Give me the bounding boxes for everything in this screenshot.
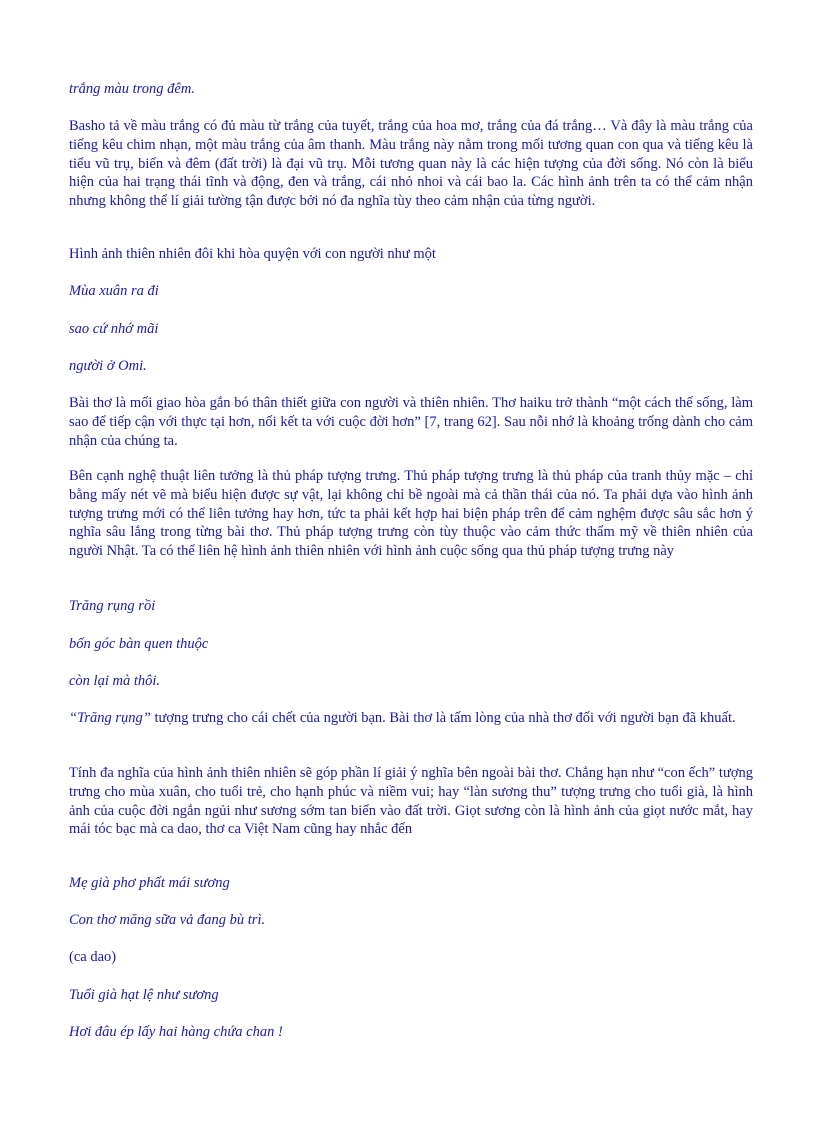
- body-paragraph: Bên cạnh nghệ thuật liên tưởng là thủ pháp tượng trưng. Thủ pháp tượng trưng là thủ pháp của tranh thủy mặc – chỉ bằng mấy nét vẽ mà biểu hiện được sự vật, lại không chỉ bề ngoài mà cả thần thái của nó. Ta phải dựa vào hình ảnh tượng trưng mới có thể liên tưởng hay hơn, tức ta phải kết hợp hai biện pháp trên để cảm nghệm được sâu sắc hơn ý nghĩa sâu lắng trong từng bài thơ. Thủ pháp tượng trưng còn tùy thuộc vào cảm thức thẩm mỹ về thiên nhiên của người Nhật. Ta có thể liên hệ hình ảnh thiên nhiên với hình ảnh cuộc sống qua thủ pháp tượng trưng này: [69, 468, 753, 560]
- body-paragraph: Hình ảnh thiên nhiên đôi khi hòa quyện với con người như một: [69, 246, 436, 262]
- verse-line: bốn góc bàn quen thuộc: [69, 636, 209, 652]
- verse-line: sao cứ nhớ mãi: [69, 321, 159, 337]
- verse-line: Tuổi già hạt lệ như sương: [69, 987, 219, 1003]
- quoted-phrase: “Trăng rụng”: [69, 710, 151, 726]
- verse-line: Hơi đâu ép lấy hai hàng chứa chan !: [69, 1024, 283, 1040]
- paragraph-text: tượng trưng cho cái chết của người bạn. Bài thơ là tấm lòng của nhà thơ đối với người bạn đã khuất.: [150, 710, 736, 726]
- body-paragraph: Basho tả về màu trắng có đủ màu từ trắng của tuyết, trắng của hoa mơ, trắng của đá trắng… Và đây là màu trắng của tiếng kêu chim nhạn, một màu trắng của âm thanh. Màu trắng này nằm trong mối tương quan con qua và tiếng kêu là tiểu vũ trụ, biển và đêm (đất trời) là đại vũ trụ. Mỗi tương quan này là các hiện tượng của đời sống. Nó còn là biểu hiện của hai trạng thái tĩnh và động, đen và trắng, cái nhỏ nhoi và cái bao la. Các hình ảnh trên ta có thể cảm nhận nhưng không thể lí giải tường tận được bởi nó đa nghĩa tùy theo cảm nhận của từng người.: [69, 118, 753, 210]
- verse-line: Mẹ già phơ phất mái sương: [69, 875, 230, 891]
- verse-line: trắng màu trong đêm.: [69, 81, 195, 97]
- verse-line: Trăng rụng rồi: [69, 598, 156, 614]
- verse-line: còn lại mà thôi.: [69, 673, 161, 689]
- body-paragraph: Tính đa nghĩa của hình ảnh thiên nhiên sẽ góp phần lí giải ý nghĩa bên ngoài bài thơ. Chẳng hạn như “con ếch” tượng trưng cho mùa xuân, cho tuổi trẻ, cho hạnh phúc và niềm vui; hay “làn sương thu” tượng trưng cho tuổi già, là hình ảnh của cuộc đời ngắn ngủi như sương sớm tan biến vào đất trời. Giọt sương còn là hình ảnh của giọt nước mắt, hay mái tóc bạc mà ca dao, thơ ca Việt Nam cũng hay nhắc đến: [69, 765, 753, 838]
- source-note: (ca dao): [69, 949, 117, 965]
- body-paragraph: [69, 709, 753, 728]
- verse-line: Con thơ măng sữa vả đang bù trì.: [69, 912, 266, 928]
- verse-line: Mùa xuân ra đi: [69, 283, 159, 299]
- verse-line: người ở Omi.: [69, 358, 147, 374]
- body-paragraph: Bài thơ là mối giao hòa gắn bó thân thiết giữa con người và thiên nhiên. Thơ haiku trở thành “một cách thế sống, làm sao để tiếp cận với thực tại hơn, nối kết ta với cuộc đời hơn” [7, trang 62]. Sau nỗi nhớ là khoảng trống dành cho cảm nhận của chúng ta.: [69, 395, 753, 449]
